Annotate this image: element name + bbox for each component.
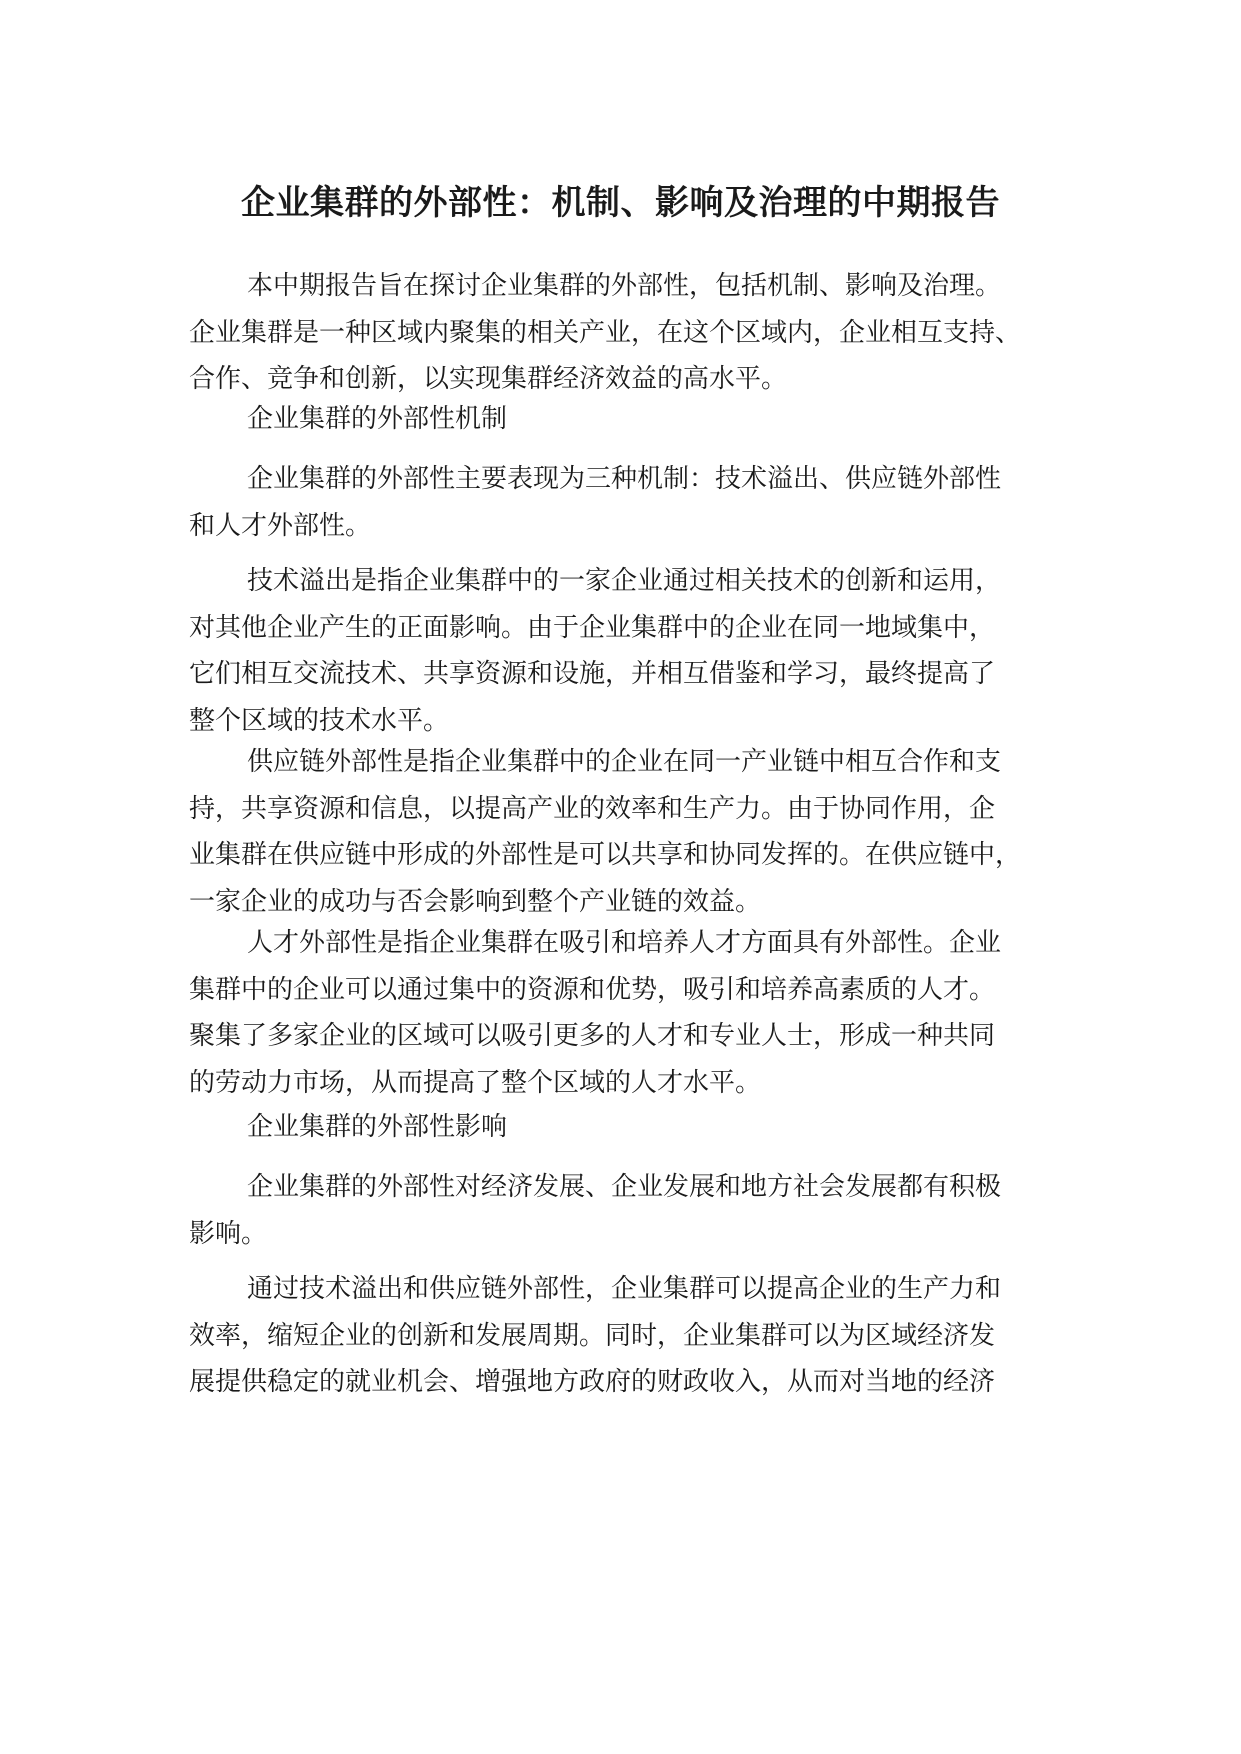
- paragraph-line: 效率，缩短企业的创新和发展周期。同时，企业集群可以为区域经济发: [189, 1320, 996, 1351]
- paragraph-intro: [189, 263, 1089, 403]
- paragraph-tech-spillover: [189, 558, 1089, 744]
- paragraph-line: 企业集群的外部性对经济发展、企业发展和地方社会发展都有积极: [247, 1172, 1002, 1202]
- paragraph-line: 人才外部性是指企业集群在吸引和培养人才方面具有外部性。企业: [247, 928, 1002, 958]
- paragraph-line: 企业集群的外部性机制: [247, 404, 508, 434]
- paragraph-line: 一家企业的成功与否会影响到整个产业链的效益。: [189, 886, 762, 917]
- section-heading-impact: [189, 1104, 1089, 1151]
- paragraph-line: 本中期报告旨在探讨企业集群的外部性，包括机制、影响及治理。: [247, 271, 1002, 301]
- paragraph-line: 它们相互交流技术、共享资源和设施，并相互借鉴和学习，最终提高了: [189, 659, 996, 689]
- paragraph-line: 和人才外部性。: [189, 510, 372, 541]
- paragraph-supply-chain: [189, 739, 1089, 925]
- paragraph-line: 影响。: [189, 1218, 268, 1249]
- paragraph-line: 通过技术溢出和供应链外部性，企业集群可以提高企业的生产力和: [247, 1274, 1002, 1304]
- paragraph-line: 业集群在供应链中形成的外部性是可以共享和协同发挥的。在供应链中，: [189, 840, 1022, 870]
- paragraph-impact-overview: [189, 1164, 1089, 1257]
- paragraph-talent: [189, 920, 1089, 1106]
- paragraph-line: 持，共享资源和信息，以提高产业的效率和生产力。由于协同作用，企: [189, 793, 996, 824]
- paragraph-line: 整个区域的技术水平。: [189, 705, 450, 736]
- paragraph-line: 技术溢出是指企业集群中的一家企业通过相关技术的创新和运用，: [247, 566, 1002, 596]
- section-heading-mechanism: [189, 396, 1089, 443]
- paragraph-line: 合作、竞争和创新，以实现集群经济效益的高水平。: [189, 364, 788, 394]
- paragraph-line: 企业集群是一种区域内聚集的相关产业，在这个区域内，企业相互支持、: [189, 317, 1022, 348]
- paragraph-line: 对其他企业产生的正面影响。由于企业集群中的企业在同一地域集中，: [189, 612, 996, 643]
- paragraph-line: 企业集群的外部性主要表现为三种机制：技术溢出、供应链外部性: [247, 464, 1002, 494]
- paragraph-line: 供应链外部性是指企业集群中的企业在同一产业链中相互合作和支: [247, 747, 1002, 777]
- paragraph-line: 企业集群的外部性影响: [247, 1112, 508, 1142]
- paragraph-line: 的劳动力市场，从而提高了整个区域的人才水平。: [189, 1067, 762, 1098]
- document-title: 企业集群的外部性：机制、影响及治理的中期报告: [241, 183, 1000, 223]
- paragraph-three-mechanisms: [189, 456, 1089, 549]
- paragraph-line: 展提供稳定的就业机会、增强地方政府的财政收入，从而对当地的经济: [189, 1367, 996, 1397]
- paragraph-line: 聚集了多家企业的区域可以吸引更多的人才和专业人士，形成一种共同: [189, 1021, 996, 1051]
- paragraph-productivity: [189, 1266, 1089, 1406]
- paragraph-line: 集群中的企业可以通过集中的资源和优势，吸引和培养高素质的人才。: [189, 974, 996, 1005]
